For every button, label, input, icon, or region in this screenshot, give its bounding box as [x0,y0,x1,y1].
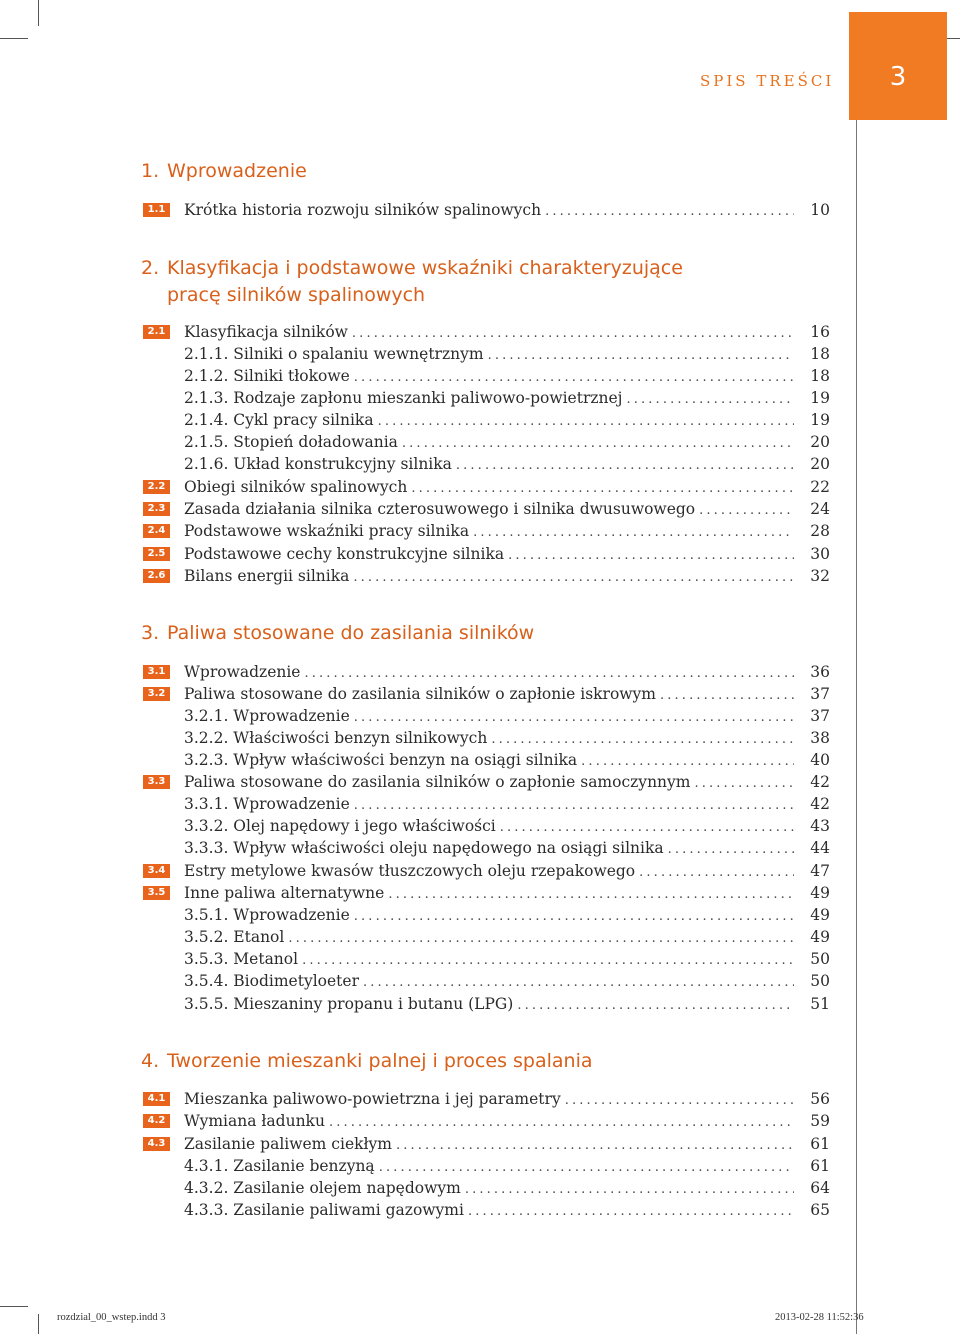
entry-label: Paliwa stosowane do zasilania silników o zapłonie iskrowym [184,685,657,703]
toc-entry[interactable] [143,727,830,749]
entry-page-number: 44 [810,839,830,857]
toc-entry[interactable] [143,771,830,793]
dot-leader [473,522,794,544]
dot-leader [668,839,794,861]
crop-mark [38,0,39,26]
dot-leader [352,323,794,345]
entry-label: 3.2.2. Właściwości benzyn silnikowych [184,729,488,747]
entry-label: 3.3.3. Wpływ właściwości oleju napędowego na osiągi silnika [184,839,664,857]
dot-leader [517,995,794,1017]
toc-entry[interactable] [143,199,830,221]
toc-entry[interactable] [143,1088,830,1110]
entry-label: 3.5.1. Wprowadzenie [184,906,350,924]
section-badge: 4.1 [143,1092,170,1106]
toc-entry[interactable] [143,837,830,859]
entry-label: 2.1.1. Silniki o spalaniu wewnętrznym [184,345,484,363]
entry-page-number: 47 [810,862,830,880]
entry-label: 4.3.1. Zasilanie benzyną [184,1157,375,1175]
entry-label: 2.1.5. Stopień doładowania [184,433,398,451]
entry-page-number: 19 [810,389,830,407]
dot-leader [402,433,794,455]
entry-page-number: 18 [810,345,830,363]
entry-page-number: 18 [810,367,830,385]
section-badge: 2.2 [143,480,170,494]
chapter-1-heading: 1. Wprowadzenie [141,160,307,182]
toc-entry[interactable] [143,661,830,683]
toc-entry[interactable] [143,520,830,542]
entry-page-number: 30 [810,545,830,563]
running-header: SPIS TREŚCI [700,72,835,90]
crop-mark [0,38,28,39]
entry-page-number: 61 [810,1157,830,1175]
dot-leader [329,1112,794,1134]
entry-label: Podstawowe cechy konstrukcyjne silnika [184,545,505,563]
section-badge: 2.6 [143,569,170,583]
dot-leader [468,1201,794,1223]
entry-page-number: 37 [810,685,830,703]
entry-page-number: 20 [810,455,830,473]
toc-entry[interactable] [143,321,830,343]
entry-page-number: 49 [810,884,830,902]
entry-label: Obiegi silników spalinowych [184,478,408,496]
footer-file: rozdzial_00_wstep.indd 3 [57,1312,166,1323]
entry-page-number: 19 [810,411,830,429]
page-number-tab [849,12,947,120]
dot-leader [639,862,794,884]
entry-page-number: 32 [810,567,830,585]
margin-line [856,120,857,1334]
dot-leader [304,663,794,685]
entry-page-number: 50 [810,950,830,968]
toc-entry[interactable] [143,343,830,365]
entry-label: Wprowadzenie [184,663,301,681]
entry-page-number: 51 [810,995,830,1013]
toc-entry[interactable] [143,1155,830,1177]
entry-label: 3.2.1. Wprowadzenie [184,707,350,725]
entry-page-number: 42 [810,795,830,813]
dot-leader [354,795,794,817]
toc-entry[interactable] [143,749,830,771]
entry-page-number: 59 [810,1112,830,1130]
dot-leader [660,685,794,707]
entry-label: 3.5.4. Biodimetyloeter [184,972,359,990]
entry-label: 3.5.5. Mieszaniny propanu i butanu (LPG) [184,995,514,1013]
toc-entry[interactable] [143,387,830,409]
section-badge: 2.3 [143,502,170,516]
page-number: 3 [889,62,907,92]
entry-page-number: 49 [810,928,830,946]
toc-entry[interactable] [143,860,830,882]
section-badge: 4.3 [143,1137,170,1151]
crop-mark [38,1314,39,1334]
section-badge: 3.3 [143,775,170,789]
section-badge: 2.5 [143,547,170,561]
toc-entry[interactable] [143,565,830,587]
dot-leader [378,411,794,433]
toc-entry[interactable] [143,705,830,727]
entry-label: 4.3.2. Zasilanie olejem napędowym [184,1179,461,1197]
section-badge: 2.4 [143,524,170,538]
toc-entry[interactable] [143,431,830,453]
entry-page-number: 10 [810,201,830,219]
entry-label: Klasyfikacja silników [184,323,348,341]
section-badge: 3.2 [143,687,170,701]
section-badge: 2.1 [143,325,170,339]
toc-entry[interactable] [143,882,830,904]
entry-label: Mieszanka paliwowo-powietrzna i jej parametry [184,1090,561,1108]
dot-leader [354,906,794,928]
entry-page-number: 42 [810,773,830,791]
dot-leader [354,707,794,729]
toc-entry[interactable] [143,1110,830,1132]
toc-entry[interactable] [143,365,830,387]
entry-label: Estry metylowe kwasów tłuszczowych oleju rzepakowego [184,862,636,880]
entry-page-number: 49 [810,906,830,924]
dot-leader [302,950,794,972]
entry-label: 2.1.2. Silniki tłokowe [184,367,350,385]
toc-entry[interactable] [143,453,830,475]
dot-leader [627,389,795,411]
toc-entry[interactable] [143,409,830,431]
toc-entry[interactable] [143,1177,830,1199]
entry-page-number: 36 [810,663,830,681]
entry-label: 3.5.2. Etanol [184,928,285,946]
entry-label: 2.1.4. Cykl pracy silnika [184,411,374,429]
entry-page-number: 40 [810,751,830,769]
toc-entry[interactable] [143,815,830,837]
toc-entry[interactable] [143,926,830,948]
section-badge: 3.5 [143,886,170,900]
dot-leader [388,884,794,906]
dot-leader [465,1179,794,1201]
dot-leader [491,729,794,751]
dot-leader [411,478,794,500]
toc-entry[interactable] [143,1133,830,1155]
entry-label: 3.2.3. Wpływ właściwości benzyn na osiągi silnika [184,751,578,769]
entry-page-number: 28 [810,522,830,540]
toc-entry[interactable] [143,948,830,970]
entry-page-number: 24 [810,500,830,518]
section-badge: 4.2 [143,1114,170,1128]
toc-entry[interactable] [143,543,830,565]
entry-label: Wymiana ładunku [184,1112,325,1130]
dot-leader [396,1135,794,1157]
toc-entry[interactable] [143,793,830,815]
toc-entry[interactable] [143,683,830,705]
entry-label: Krótka historia rozwoju silników spalinowych [184,201,542,219]
dot-leader [363,972,794,994]
entry-label: 3.3.1. Wprowadzenie [184,795,350,813]
toc-entry[interactable] [143,993,830,1015]
entry-page-number: 43 [810,817,830,835]
entry-label: 2.1.3. Rodzaje zapłonu mieszanki paliwowo-powietrznej [184,389,623,407]
dot-leader [354,367,794,389]
dot-leader [379,1157,794,1179]
entry-page-number: 38 [810,729,830,747]
entry-page-number: 50 [810,972,830,990]
dot-leader [353,567,794,589]
toc-entry[interactable] [143,970,830,992]
entry-label: Podstawowe wskaźniki pracy silnika [184,522,470,540]
dot-leader [581,751,794,773]
dot-leader [699,500,794,522]
dot-leader [488,345,794,367]
toc-entry[interactable] [143,904,830,926]
dot-leader [694,773,794,795]
entry-page-number: 65 [810,1201,830,1219]
entry-label: Paliwa stosowane do zasilania silników o zapłonie samoczynnym [184,773,691,791]
entry-label: 4.3.3. Zasilanie paliwami gazowymi [184,1201,464,1219]
dot-leader [288,928,794,950]
section-badge: 1.1 [143,203,170,217]
entry-label: 3.5.3. Metanol [184,950,299,968]
entry-page-number: 20 [810,433,830,451]
entry-label: 2.1.6. Układ konstrukcyjny silnika [184,455,452,473]
dot-leader [456,455,794,477]
entry-page-number: 64 [810,1179,830,1197]
toc-entry[interactable] [143,1199,830,1221]
chapter-4-heading: 4. Tworzenie mieszanki palnej i proces spalania [141,1050,593,1072]
entry-page-number: 37 [810,707,830,725]
entry-label: Bilans energii silnika [184,567,350,585]
toc-entry[interactable] [143,498,830,520]
section-badge: 3.4 [143,864,170,878]
dot-leader [500,817,794,839]
dot-leader [508,545,794,567]
entry-page-number: 16 [810,323,830,341]
section-badge: 3.1 [143,665,170,679]
entry-label: Zasada działania silnika czterosuwowego i silnika dwusuwowego [184,500,696,518]
entry-page-number: 61 [810,1135,830,1153]
footer-date: 2013-02-28 11:52:36 [775,1312,864,1323]
chapter-3-heading: 3. Paliwa stosowane do zasilania silników [141,622,535,644]
entry-page-number: 56 [810,1090,830,1108]
entry-label: Zasilanie paliwem ciekłym [184,1135,392,1153]
chapter-2-heading: 2. Klasyfikacja i podstawowe wskaźniki charakteryzujące pracę silników spalinowych [141,257,683,306]
toc-entry[interactable] [143,476,830,498]
dot-leader [565,1090,794,1112]
entry-label: Inne paliwa alternatywne [184,884,385,902]
entry-page-number: 22 [810,478,830,496]
entry-label: 3.3.2. Olej napędowy i jego właściwości [184,817,496,835]
crop-mark [0,1306,28,1307]
dot-leader [545,201,794,223]
